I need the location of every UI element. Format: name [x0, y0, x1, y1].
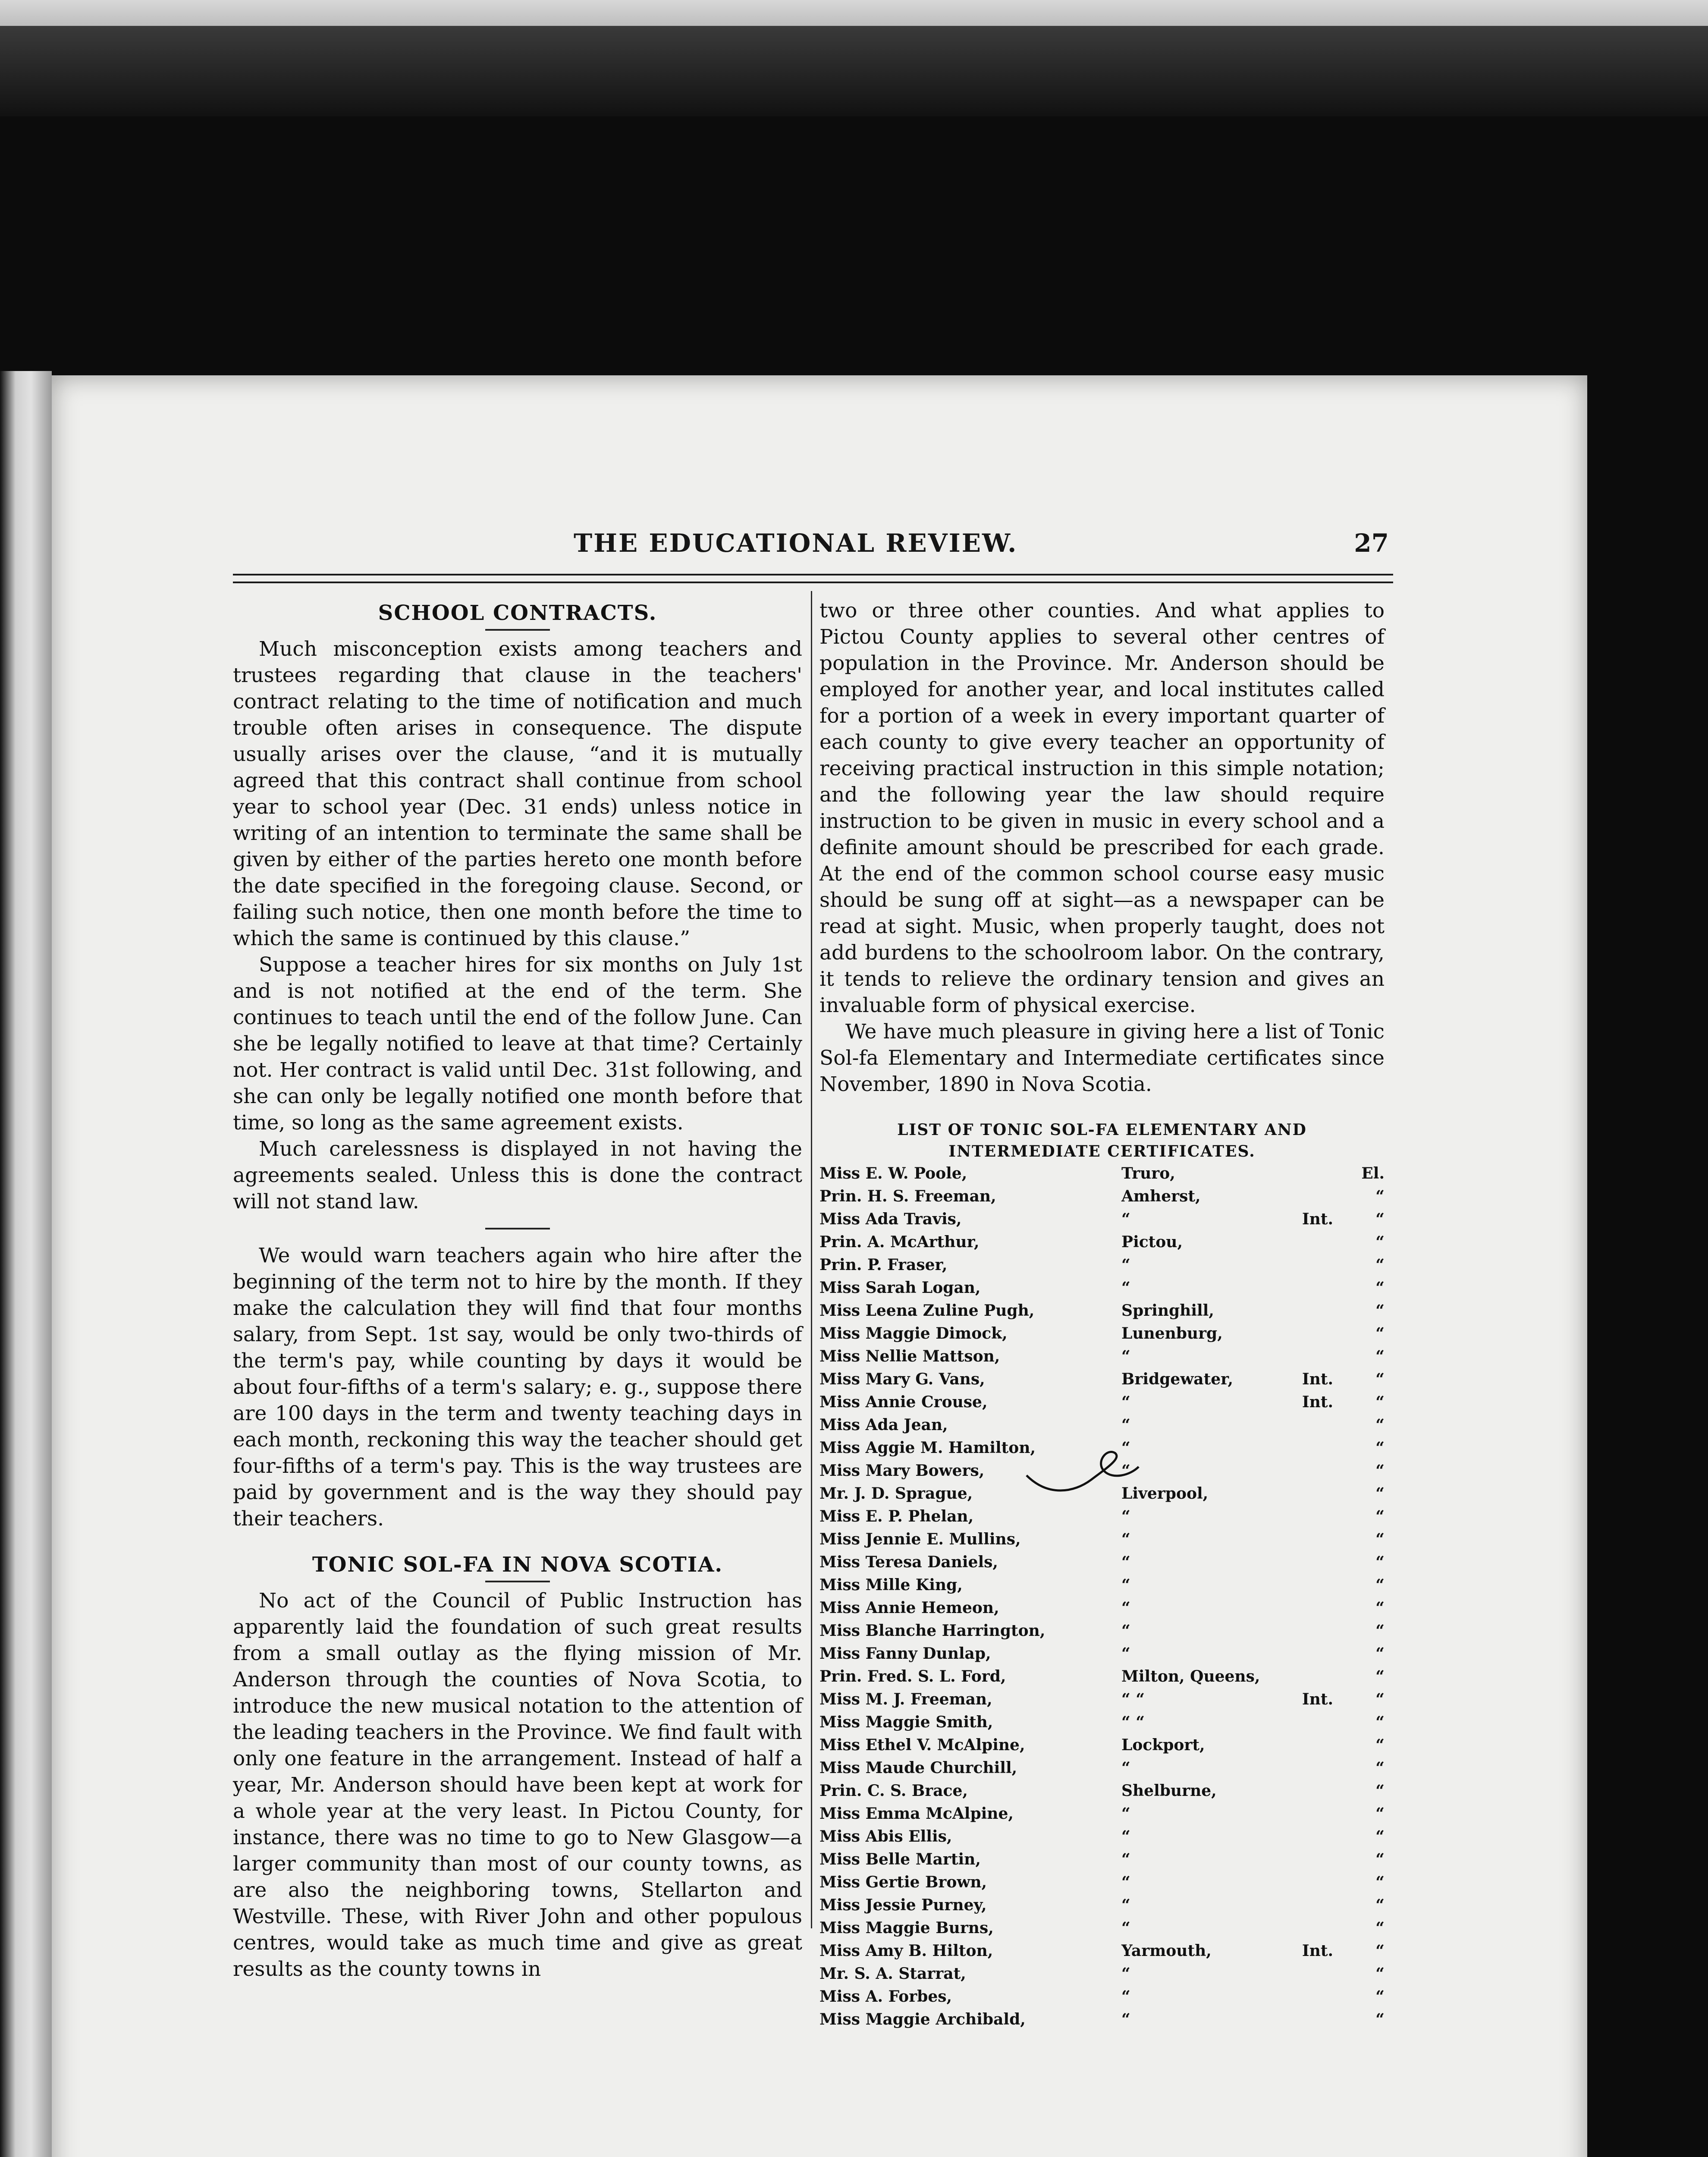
- certificate-row: [819, 1642, 1385, 1665]
- certificate-place: “: [1121, 2010, 1130, 2028]
- certificate-type: “: [1375, 1233, 1385, 1251]
- certificate-place: Yarmouth,: [1121, 1942, 1212, 1960]
- certificate-name: Miss Mary Bowers,: [819, 1462, 985, 1480]
- certificate-row: [819, 1277, 1385, 1299]
- certificate-grade: Int.: [1302, 1210, 1334, 1228]
- certificate-place: Pictou,: [1121, 1233, 1183, 1251]
- certificate-place: “ “: [1121, 1713, 1145, 1731]
- certificate-type: “: [1375, 1805, 1385, 1823]
- certificate-type: “: [1375, 1187, 1385, 1205]
- certificate-grade: [1290, 1528, 1346, 1551]
- certificate-type: “: [1375, 1210, 1385, 1228]
- certificate-row: [819, 1940, 1385, 1962]
- certificate-name: Miss Amy B. Hilton,: [819, 1942, 993, 1960]
- film-edge: [0, 26, 1708, 116]
- certificate-place: Springhill,: [1121, 1302, 1214, 1320]
- certificate-place: “: [1121, 1347, 1130, 1365]
- paragraph: Much carelessness is displayed in not having the agreements sealed. Unless this is done the contract will not stand law.: [233, 1137, 802, 1214]
- certificate-grade: [1290, 1482, 1346, 1505]
- certificate-grade: [1290, 1642, 1346, 1665]
- certificate-name: Miss Teresa Daniels,: [819, 1553, 998, 1571]
- certificate-grade: [1290, 1962, 1346, 1985]
- certificate-grade: [1290, 1254, 1346, 1277]
- certificate-place: Liverpool,: [1121, 1484, 1209, 1503]
- certificate-type: “: [1375, 1576, 1385, 1594]
- certificate-place: “: [1121, 1599, 1130, 1617]
- certificate-grade: [1290, 1985, 1346, 2008]
- certificate-row: [819, 1162, 1385, 1185]
- certificate-grade: [1290, 1917, 1346, 1940]
- certificate-row: [819, 1208, 1385, 1231]
- certificate-name: Miss Annie Hemeon,: [819, 1599, 999, 1617]
- certificate-grade: [1290, 1757, 1346, 1780]
- certificate-row: [819, 1780, 1385, 1802]
- certificate-type: “: [1375, 1896, 1385, 1914]
- certificate-type: “: [1375, 1919, 1385, 1937]
- certificate-name: Miss E. P. Phelan,: [819, 1507, 974, 1525]
- certificate-row: [819, 1322, 1385, 1345]
- certificate-grade: [1290, 1711, 1346, 1734]
- certificate-place: “: [1121, 1439, 1130, 1457]
- certificate-type: El.: [1361, 1164, 1385, 1182]
- certificate-name: Miss Jennie E. Mullins,: [819, 1530, 1021, 1548]
- certificate-name: Miss Mille King,: [819, 1576, 963, 1594]
- certificate-grade: Int.: [1302, 1393, 1334, 1411]
- certificate-name: Miss Leena Zuline Pugh,: [819, 1302, 1035, 1320]
- certificate-type: “: [1375, 1439, 1385, 1457]
- certificate-grade: [1290, 1619, 1346, 1642]
- certificate-name: Miss Ada Jean,: [819, 1416, 948, 1434]
- handwritten-pen-mark: [1022, 1450, 1143, 1501]
- certificate-grade: [1290, 1894, 1346, 1917]
- certificate-grade: [1290, 1871, 1346, 1894]
- certificate-row: [819, 2008, 1385, 2031]
- certificate-type: “: [1375, 1759, 1385, 1777]
- certificate-type: “: [1375, 1553, 1385, 1571]
- certificate-grade: [1290, 1825, 1346, 1848]
- certificate-row: [819, 1711, 1385, 1734]
- school-contracts-heading: SCHOOL CONTRACTS.: [378, 601, 657, 625]
- certificate-grade: Int.: [1302, 1690, 1334, 1708]
- certificate-name: Miss Mary G. Vans,: [819, 1370, 985, 1388]
- certificate-name: Miss Jessie Purney,: [819, 1896, 987, 1914]
- certificate-name: Miss Annie Crouse,: [819, 1393, 988, 1411]
- certificate-type: “: [1375, 2010, 1385, 2028]
- certificate-name: Mr. J. D. Sprague,: [819, 1484, 973, 1503]
- paragraph: Much misconception exists among teachers and trustees regarding that clause in the teachers' contract relating to the time of notification and much trouble often arises in consequence. The dispute usually arises over the clause, “and it is mutually agreed that this contract shall continue from school year to school year (Dec. 31 ends) unless notice in writing of an intention to terminate the same shall be given by either of the parties hereto one month before the date specified in the foregoing clause. Second, or failing such notice, then one month before the time to which the same is continued by this clause.”: [233, 637, 802, 950]
- certificate-grade: [1290, 1505, 1346, 1528]
- certificate-place: “: [1121, 1530, 1130, 1548]
- certificate-name: Prin. Fred. S. L. Ford,: [819, 1667, 1006, 1685]
- certificate-row: [819, 1231, 1385, 1254]
- certificate-place: “: [1121, 1896, 1130, 1914]
- certificate-row: [819, 1185, 1385, 1208]
- certificate-grade: [1290, 1185, 1346, 1208]
- certificate-place: “: [1121, 1805, 1130, 1823]
- certificate-name: Miss Maggie Smith,: [819, 1713, 993, 1731]
- certificate-place: “: [1121, 1507, 1130, 1525]
- certificate-list-heading: LIST OF TONIC SOL-FA ELEMENTARY AND INTERMEDIATE CERTIFICATES.: [897, 1121, 1307, 1160]
- certificate-name: Miss Belle Martin,: [819, 1850, 981, 1868]
- certificate-row: [819, 1254, 1385, 1277]
- certificate-grade: [1290, 1162, 1346, 1185]
- certificate-place: Milton, Queens,: [1121, 1667, 1260, 1685]
- certificate-grade: [1290, 1848, 1346, 1871]
- certificate-row: [819, 1871, 1385, 1894]
- certificate-type: “: [1375, 1942, 1385, 1960]
- certificate-grade: [1290, 1345, 1346, 1368]
- certificate-list: [819, 1162, 1385, 2031]
- certificate-row: [819, 1757, 1385, 1780]
- certificate-row: [819, 1825, 1385, 1848]
- certificate-grade: [1290, 1551, 1346, 1574]
- paragraph: two or three other counties. And what applies to Pictou County applies to several other centres of population in the Province. Mr. Anderson should be employed for another year, and local institutes called for a portion of a week in every important quarter of each county to give every teacher an opportunity of receiving practical instruction in this simple notation; and the following year the law should require instruction to be given in music in every school and a definite amount should be prescribed for each grade. At the end of the common school course easy music should be sung off at sight—as a newspaper can be read at sight. Music, when properly taught, does not add burdens to the schoolroom labor. On the contrary, it tends to relieve the ordinary tension and gives an invaluable form of physical exercise.: [819, 599, 1385, 1017]
- certificate-type: “: [1375, 1416, 1385, 1434]
- certificate-place: “: [1121, 1393, 1130, 1411]
- book-spine: [0, 371, 52, 2157]
- paragraph: No act of the Council of Public Instruction has apparently laid the foundation of such great results from a small outlay as the flying mission of Mr. Anderson through the counties of Nova Scotia, to introduce the new musical notation to the attention of the leading teachers in the Province. We find fault with only one feature in the arrangement. Instead of half a year, Mr. Anderson should have been kept at work for a whole year at the very least. In Pictou County, for instance, there was no time to go to New Glasgow—a larger community than most of our county towns, as are also the neighboring towns, Stellarton and Westville. These, with River John and other populous centres, would take as much time and give as great results as the county towns in: [233, 1589, 802, 1981]
- certificate-type: “: [1375, 1782, 1385, 1800]
- certificate-name: Prin. H. S. Freeman,: [819, 1187, 996, 1205]
- certificate-name: Miss Maude Churchill,: [819, 1759, 1017, 1777]
- certificate-place: “: [1121, 1576, 1130, 1594]
- certificate-type: “: [1375, 1393, 1385, 1411]
- certificate-grade: [1290, 1780, 1346, 1802]
- certificate-row: [819, 1345, 1385, 1368]
- certificate-type: “: [1375, 1507, 1385, 1525]
- certificate-grade: [1290, 1734, 1346, 1757]
- certificate-place: Lunenburg,: [1121, 1324, 1223, 1343]
- page-number: 27: [1354, 528, 1389, 558]
- certificate-name: Miss A. Forbes,: [819, 1987, 952, 2006]
- certificate-type: “: [1375, 1713, 1385, 1731]
- certificate-grade: Int.: [1302, 1942, 1334, 1960]
- certificate-place: “: [1121, 1622, 1130, 1640]
- certificate-name: Prin. C. S. Brace,: [819, 1782, 968, 1800]
- certificate-place: “: [1121, 1279, 1130, 1297]
- certificate-row: [819, 1688, 1385, 1711]
- right-column: [819, 597, 1385, 2031]
- certificate-row: [819, 1551, 1385, 1574]
- certificate-row: [819, 1848, 1385, 1871]
- left-column: [233, 597, 802, 1982]
- certificate-name: Prin. A. McArthur,: [819, 1233, 980, 1251]
- certificate-grade: [1290, 1459, 1346, 1482]
- certificate-type: “: [1375, 1279, 1385, 1297]
- certificate-name: Miss Ada Travis,: [819, 1210, 962, 1228]
- certificate-grade: [1290, 1437, 1346, 1459]
- certificate-name: Prin. P. Fraser,: [819, 1256, 948, 1274]
- certificate-row: [819, 1391, 1385, 1414]
- certificate-place: “: [1121, 1256, 1130, 1274]
- certificate-type: “: [1375, 1370, 1385, 1388]
- certificate-type: “: [1375, 1644, 1385, 1663]
- certificate-row: [819, 1917, 1385, 1940]
- certificate-type: “: [1375, 1827, 1385, 1846]
- paragraph: We have much pleasure in giving here a list of Tonic Sol-fa Elementary and Intermediate certificates since November, 1890 in Nova Scotia.: [819, 1020, 1385, 1096]
- certificate-row: [819, 1299, 1385, 1322]
- certificate-place: “: [1121, 1827, 1130, 1846]
- certificate-row: [819, 1505, 1385, 1528]
- certificate-name: Miss Maggie Archibald,: [819, 2010, 1026, 2028]
- certificate-type: “: [1375, 1530, 1385, 1548]
- certificate-name: Miss Maggie Dimock,: [819, 1324, 1008, 1343]
- certificate-row: [819, 1962, 1385, 1985]
- certificate-name: Miss Blanche Harrington,: [819, 1622, 1046, 1640]
- certificate-type: “: [1375, 1622, 1385, 1640]
- paragraph: We would warn teachers again who hire after the beginning of the term not to hire by the month. If they make the calculation they will find that four months salary, from Sept. 1st say, would be only two-thirds of the term's pay, while counting by days it would be about four-fifths of a term's salary; e. g., suppose there are 100 days in the term and twenty teaching days in each month, reckoning this way the teacher should get four-fifths of a term's pay. This is the way trustees are paid by government and is the way they should pay their teachers.: [233, 1244, 802, 1531]
- certificate-row: [819, 1574, 1385, 1597]
- certificate-type: “: [1375, 1965, 1385, 1983]
- certificate-grade: [1290, 1802, 1346, 1825]
- certificate-name: Miss Emma McAlpine,: [819, 1805, 1014, 1823]
- certificate-place: Truro,: [1121, 1164, 1175, 1182]
- certificate-name: Miss Abis Ellis,: [819, 1827, 952, 1846]
- certificate-grade: [1290, 1277, 1346, 1299]
- certificate-grade: [1290, 1574, 1346, 1597]
- certificate-name: Miss Maggie Burns,: [819, 1919, 994, 1937]
- certificate-row: [819, 1802, 1385, 1825]
- certificate-type: “: [1375, 1484, 1385, 1503]
- certificate-place: “: [1121, 1462, 1130, 1480]
- certificate-type: “: [1375, 1347, 1385, 1365]
- certificate-name: Miss Fanny Dunlap,: [819, 1644, 991, 1663]
- certificate-place: “: [1121, 1759, 1130, 1777]
- certificate-row: [819, 1414, 1385, 1437]
- section-rule: [485, 629, 550, 631]
- section-rule: [485, 1228, 550, 1229]
- certificate-name: Mr. S. A. Starrat,: [819, 1965, 966, 1983]
- certificate-name: Miss E. W. Poole,: [819, 1164, 967, 1182]
- certificate-place: “: [1121, 1850, 1130, 1868]
- certificate-type: “: [1375, 1690, 1385, 1708]
- certificate-type: “: [1375, 1873, 1385, 1891]
- certificate-name: Miss Nellie Mattson,: [819, 1347, 1000, 1365]
- certificate-place: “: [1121, 1987, 1130, 2006]
- certificate-name: Miss Sarah Logan,: [819, 1279, 981, 1297]
- certificate-name: Miss Gertie Brown,: [819, 1873, 987, 1891]
- certificate-place: Amherst,: [1121, 1187, 1201, 1205]
- certificate-row: [819, 1368, 1385, 1391]
- certificate-place: Shelburne,: [1121, 1782, 1217, 1800]
- masthead-title: THE EDUCATIONAL REVIEW.: [574, 528, 1018, 558]
- certificate-row: [819, 1597, 1385, 1619]
- certificate-grade: [1290, 2008, 1346, 2031]
- certificate-place: “: [1121, 1553, 1130, 1571]
- certificate-name: Miss Ethel V. McAlpine,: [819, 1736, 1025, 1754]
- certificate-place: “: [1121, 1644, 1130, 1663]
- certificate-type: “: [1375, 1987, 1385, 2006]
- page-header: [185, 528, 1389, 558]
- certificate-grade: [1290, 1231, 1346, 1254]
- certificate-type: “: [1375, 1599, 1385, 1617]
- certificate-place: “: [1121, 1873, 1130, 1891]
- certificate-type: “: [1375, 1667, 1385, 1685]
- certificate-grade: [1290, 1414, 1346, 1437]
- certificate-place: “: [1121, 1965, 1130, 1983]
- section-rule: [485, 1581, 550, 1582]
- certificate-row: [819, 1734, 1385, 1757]
- certificate-grade: Int.: [1302, 1370, 1334, 1388]
- certificate-type: “: [1375, 1302, 1385, 1320]
- certificate-place: “ “: [1121, 1690, 1145, 1708]
- certificate-row: [819, 1619, 1385, 1642]
- certificate-name: Miss Aggie M. Hamilton,: [819, 1439, 1036, 1457]
- certificate-place: “: [1121, 1416, 1130, 1434]
- certificate-place: Lockport,: [1121, 1736, 1205, 1754]
- certificate-row: [819, 1985, 1385, 2008]
- certificate-grade: [1290, 1299, 1346, 1322]
- certificate-row: [819, 1894, 1385, 1917]
- certificate-grade: [1290, 1665, 1346, 1688]
- film-top-strip: [0, 0, 1708, 26]
- certificate-grade: [1290, 1322, 1346, 1345]
- certificate-type: “: [1375, 1736, 1385, 1754]
- certificate-row: [819, 1528, 1385, 1551]
- certificate-place: Bridgewater,: [1121, 1370, 1234, 1388]
- certificate-grade: [1290, 1597, 1346, 1619]
- paragraph: Suppose a teacher hires for six months on July 1st and is not notified at the end of the term. She continues to teach until the end of the follow June. Can she be legally notified to leave at that time? Certainly not. Her contract is valid until Dec. 31st following, and she can only be legally notified one month before that time, so long as the same agreement exists.: [233, 953, 802, 1135]
- certificate-name: Miss M. J. Freeman,: [819, 1690, 992, 1708]
- header-double-rule: [233, 574, 1393, 583]
- certificate-type: “: [1375, 1324, 1385, 1343]
- certificate-place: “: [1121, 1919, 1130, 1937]
- certificate-type: “: [1375, 1850, 1385, 1868]
- tonic-sol-fa-heading: TONIC SOL-FA IN NOVA SCOTIA.: [312, 1553, 723, 1577]
- certificate-place: “: [1121, 1210, 1130, 1228]
- certificate-type: “: [1375, 1462, 1385, 1480]
- certificate-type: “: [1375, 1256, 1385, 1274]
- column-divider: [811, 591, 812, 1928]
- certificate-row: [819, 1665, 1385, 1688]
